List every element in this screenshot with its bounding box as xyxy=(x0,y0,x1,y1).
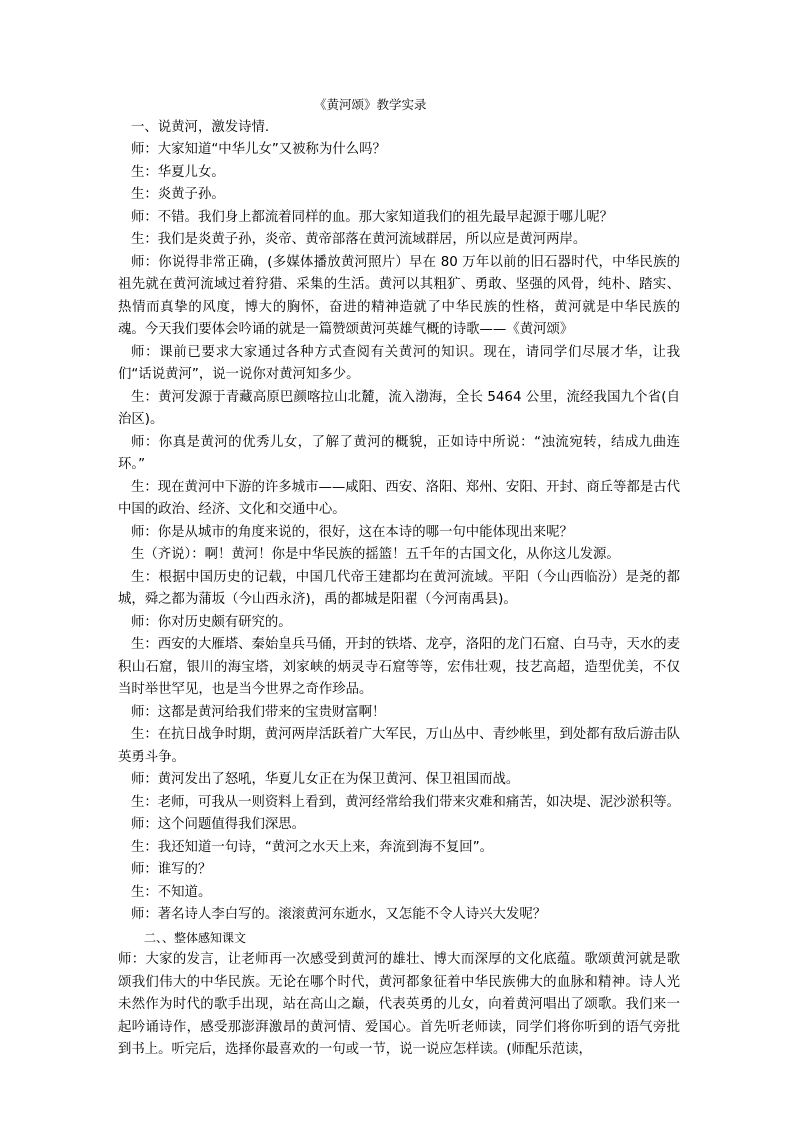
paragraph: 师：你真是黄河的优秀儿女，了解了黄河的概貌，正如诗中所说：“浊流宛转，结成九曲连环。” xyxy=(118,434,680,472)
document-title: 《黄河颂》教学实录 xyxy=(314,97,427,112)
paragraph: 生：黄河发源于青藏高原巴颜喀拉山北麓，流入渤海，全长 5464 公里，流经我国九个省(自治区)。 xyxy=(118,389,680,427)
paragraph: 生：根据中国历史的记载，中国几代帝王建都均在黄河流域。平阳（今山西临汾）是尧的都城，舜之都为蒲坂（今山西永济)，禹的都城是阳翟（今河南禹县)。 xyxy=(118,569,680,607)
paragraph: 师：大家知道“中华儿女”又被称为什么吗？ xyxy=(131,142,386,157)
paragraph: 师：黄河发出了怒吼，华夏儿女正在为保卫黄河、保卫祖国而战。 xyxy=(131,772,520,787)
paragraph: 生：华夏儿女。 xyxy=(131,164,225,180)
paragraph: 师：这个问题值得我们深思。 xyxy=(131,817,306,832)
paragraph: 师：谁写的？ xyxy=(131,862,212,877)
paragraph: 师：这都是黄河给我们带来的宝贵财富啊！ xyxy=(131,704,386,720)
paragraph: 师：你说得非常正确，(多媒体播放黄河照片）早在 80 万年以前的旧石器时代，中华民族的祖先就在黄河流域过着狩猎、采集的生活。黄河以其粗犷、勇敢、坚强的风骨，纯朴、踏实、热情而真挚的风度，博大的胸怀，奋进的精神造就了中华民族的性格，黄河就是中华民族的魂。今天我们要体会吟诵的就是一篇赞颂黄河英雄气概的诗歌——《黄河颂》 xyxy=(118,254,680,337)
paragraph: 生：炎黄子孙。 xyxy=(131,187,225,202)
paragraph: 师：大家的发言，让老师再一次感受到黄河的雄壮、博大而深厚的文化底蕴。歌颂黄河就是歌颂我们伟大的中华民族。无论在哪个时代，黄河都象征着中华民族佛大的血脉和精神。诗人光未然作为时代的歌手出现，站在高山之巅，代表英勇的儿女，向着黄河唱出了颂歌。我们来一起吟诵诗作，感受那澎湃激昂的黄河情、爱国心。首先听老师读，同学们将你听到的语气旁批到书上。听完后，选择你最喜欢的一句或一节，说一说应怎样读。(师配乐范读， xyxy=(118,952,680,1057)
document-page xyxy=(118,94,680,1062)
paragraph: 生：我还知道一句诗，“黄河之水天上来，奔流到海不复回”。 xyxy=(131,839,494,855)
paragraph: 生（齐说）：啊！黄河！你是中华民族的摇篮！五千年的古国文化，从你这儿发源。 xyxy=(131,547,620,562)
paragraph: 生：老师，可我从一则资料上看到，黄河经常给我们带来灾难和痛苦，如决堤、泥沙淤积等。 xyxy=(131,794,681,810)
paragraph: 师：课前已要求大家通过各种方式查阅有关黄河的知识。现在，请同学们尽展才华，让我们“话说黄河”，说一说你对黄河知多少。 xyxy=(118,344,680,382)
section-heading-2: 二、、整体感知课文 xyxy=(144,930,247,945)
paragraph: 师：你是从城市的角度来说的，很好，这在本诗的哪一句中能体现出来呢？ xyxy=(131,524,573,540)
paragraph: 师：不错。我们身上都流着同样的血。那大家知道我们的祖先最早起源于哪儿呢？ xyxy=(131,209,614,225)
paragraph: 生：现在黄河中下游的许多城市——咸阳、西安、洛阳、郑州、安阳、开封、商丘等都是古代中国的政治、经济、文化和交通中心。 xyxy=(118,479,681,517)
paragraph: 生：不知道。 xyxy=(131,884,212,900)
paragraph: 生：在抗日战争时期，黄河两岸活跃着广大军民，万山丛中、青纱帐里，到处都有敌后游击队英勇斗争。 xyxy=(118,727,681,765)
paragraph: 师：你对历史颇有研究的。 xyxy=(131,614,292,630)
paragraph: 生：西安的大雁塔、秦始皇兵马俑，开封的铁塔、龙亭，洛阳的龙门石窟、白马寺，天水的麦积山石窟，银川的海宝塔，刘家峡的炳灵寺石窟等等，宏伟壮观，技艺高超，造型优美，不仅当时举世罕见，也是当今世界之奇作珍品。 xyxy=(118,637,681,697)
paragraph: 师：著名诗人李白写的。滚滚黄河东逝水，又怎能不令人诗兴大发呢？ xyxy=(131,907,547,922)
paragraph: 生：我们是炎黄子孙，炎帝、黄帝部落在黄河流域群居，所以应是黄河两岸。 xyxy=(131,232,587,247)
section-heading-1: 一、说黄河，激发诗情. xyxy=(131,119,270,135)
